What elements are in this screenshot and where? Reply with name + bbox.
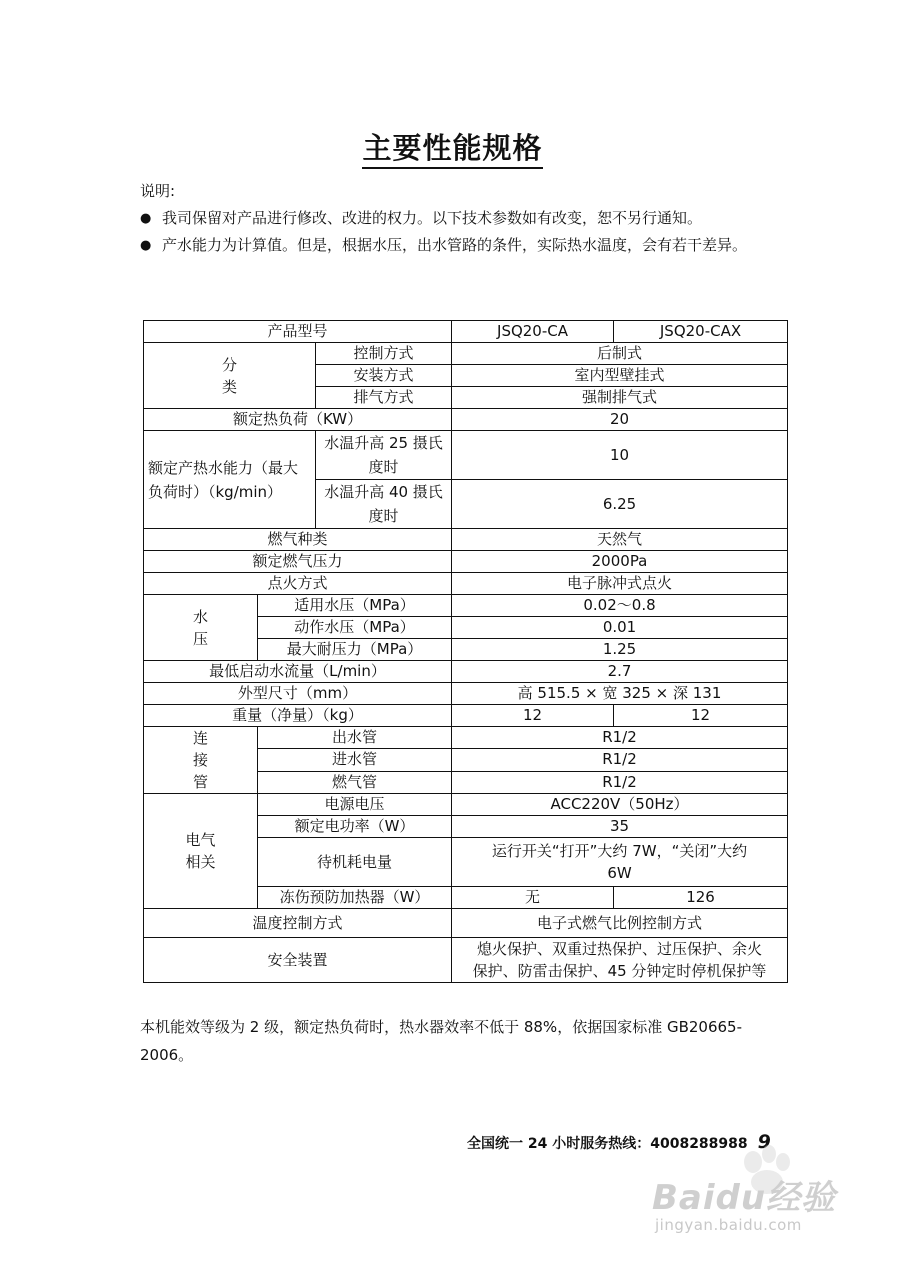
table-row [144, 909, 788, 938]
bullet-icon: ● [140, 238, 152, 253]
table-row [144, 343, 788, 365]
temp-rise-25-value: 10 [452, 431, 788, 480]
page-title [0, 126, 905, 167]
max-pressure-label: 最大耐压力（MPa） [258, 639, 452, 661]
bullet-icon: ● [140, 211, 152, 226]
classification-label [144, 343, 316, 409]
water-pressure-label [144, 595, 258, 661]
dimensions-value: 高 515.5 × 宽 325 × 深 131 [452, 683, 788, 705]
weight-label: 重量（净量）（kg） [144, 705, 452, 727]
table-row [144, 573, 788, 595]
min-flow-value: 2.7 [452, 661, 788, 683]
control-method-value: 后制式 [452, 343, 788, 365]
applicable-pressure-value: 0.02～0.8 [452, 595, 788, 617]
efficiency-note: 本机能效等级为 2 级，额定热负荷时，热水器效率不低于 88%，依据国家标准 GB20665-2006。 [140, 1018, 743, 1064]
table-row [144, 705, 788, 727]
page-title-text: 主要性能规格 [362, 131, 542, 169]
watermark-url: jingyan.baidu.com [655, 1216, 802, 1234]
table-row [144, 551, 788, 573]
temp-rise-40-value: 6.25 [452, 480, 788, 529]
model-ca: JSQ20-CA [452, 321, 614, 343]
weight-value-ca: 12 [452, 705, 614, 727]
watermark-brand: Baidu经验 [652, 1178, 837, 1218]
safety-value [452, 938, 788, 983]
table-row [144, 727, 788, 749]
gas-type-value: 天然气 [452, 529, 788, 551]
temp-rise-25-label: 水温升高 25 摄氏度时 [316, 431, 452, 480]
temp-control-value: 电子式燃气比例控制方式 [452, 909, 788, 938]
table-row [144, 938, 788, 983]
min-flow-label: 最低启动水流量（L/min） [144, 661, 452, 683]
electrical-label-line2: 相关 [185, 853, 216, 871]
heater-value-ca: 无 [452, 887, 614, 909]
standby-label: 待机耗电量 [258, 838, 452, 887]
table-row [144, 595, 788, 617]
safety-label: 安全装置 [144, 938, 452, 983]
table-row [144, 431, 788, 480]
control-method-label: 控制方式 [316, 343, 452, 365]
electrical-label-line1: 电气 [185, 831, 216, 849]
outlet-pipe-label: 出水管 [258, 727, 452, 749]
operating-pressure-value: 0.01 [452, 617, 788, 639]
table-row [144, 409, 788, 431]
safety-value-line2: 保护、防雷击保护、45 分钟定时停机保护等 [472, 962, 767, 980]
ignition-label: 点火方式 [144, 573, 452, 595]
water-pressure-label-bottom: 压 [192, 629, 208, 648]
applicable-pressure-label: 适用水压（MPa） [258, 595, 452, 617]
heater-value-cax: 126 [614, 887, 788, 909]
temp-rise-40-label: 水温升高 40 摄氏度时 [316, 480, 452, 529]
classification-label-bottom: 类 [221, 377, 237, 396]
install-method-value: 室内型壁挂式 [452, 365, 788, 387]
inlet-pipe-label: 进水管 [258, 749, 452, 771]
spec-table [143, 320, 788, 983]
note-item [140, 232, 770, 259]
operating-pressure-label: 动作水压（MPa） [258, 617, 452, 639]
note-text: 产水能力为计算值。但是，根据水压，出水管路的条件，实际热水温度，会有若干差异。 [162, 236, 748, 254]
classification-label-top: 分 [221, 355, 237, 374]
standby-value [452, 838, 788, 887]
heater-label: 冻伤预防加热器（W） [258, 887, 452, 909]
ignition-value: 电子脉冲式点火 [452, 573, 788, 595]
hotline-text: 全国统一 24 小时服务热线：4008288988 [467, 1136, 748, 1152]
voltage-label: 电源电压 [258, 794, 452, 816]
table-row [144, 321, 788, 343]
connections-label-char: 管 [192, 773, 208, 791]
dimensions-label: 外型尺寸（mm） [144, 683, 452, 705]
table-row [144, 794, 788, 816]
connections-label-char: 连 [192, 729, 208, 747]
table-row [144, 661, 788, 683]
max-pressure-value: 1.25 [452, 639, 788, 661]
exhaust-method-label: 排气方式 [316, 387, 452, 409]
model-cax: JSQ20-CAX [614, 321, 788, 343]
notes-section [140, 178, 770, 259]
gas-pressure-value: 2000Pa [452, 551, 788, 573]
inlet-pipe-value: R1/2 [452, 749, 788, 771]
table-row [144, 683, 788, 705]
hot-water-capacity-label: 额定产热水能力（最大负荷时）（kg/min） [144, 431, 316, 529]
safety-value-line1: 熄火保护、双重过热保护、过压保护、余火 [477, 940, 763, 958]
outlet-pipe-value: R1/2 [452, 727, 788, 749]
gas-pressure-label: 额定燃气压力 [144, 551, 452, 573]
connections-label [144, 727, 258, 794]
exhaust-method-value: 强制排气式 [452, 387, 788, 409]
page-number: 9 [757, 1131, 771, 1153]
install-method-label: 安装方式 [316, 365, 452, 387]
heat-load-value: 20 [452, 409, 788, 431]
electrical-label [144, 794, 258, 909]
note-text: 我司保留对产品进行修改、改进的权力。以下技术参数如有改变，恕不另行通知。 [162, 209, 703, 227]
water-pressure-label-top: 水 [192, 607, 208, 626]
table-row [144, 529, 788, 551]
standby-value-line1: 运行开关“打开”大约 7W，“关闭”大约 [491, 842, 748, 860]
voltage-value: ACC220V（50Hz） [452, 794, 788, 816]
standby-value-line2: 6W [607, 864, 632, 882]
notes-heading: 说明: [140, 182, 176, 200]
weight-value-cax: 12 [614, 705, 788, 727]
note-item [140, 205, 770, 232]
temp-control-label: 温度控制方式 [144, 909, 452, 938]
gas-type-label: 燃气种类 [144, 529, 452, 551]
gas-pipe-label: 燃气管 [258, 771, 452, 793]
heat-load-label: 额定热负荷（KW） [144, 409, 452, 431]
power-value: 35 [452, 816, 788, 838]
connections-label-char: 接 [192, 751, 208, 769]
power-label: 额定电功率（W） [258, 816, 452, 838]
model-label: 产品型号 [144, 321, 452, 343]
gas-pipe-value: R1/2 [452, 771, 788, 793]
